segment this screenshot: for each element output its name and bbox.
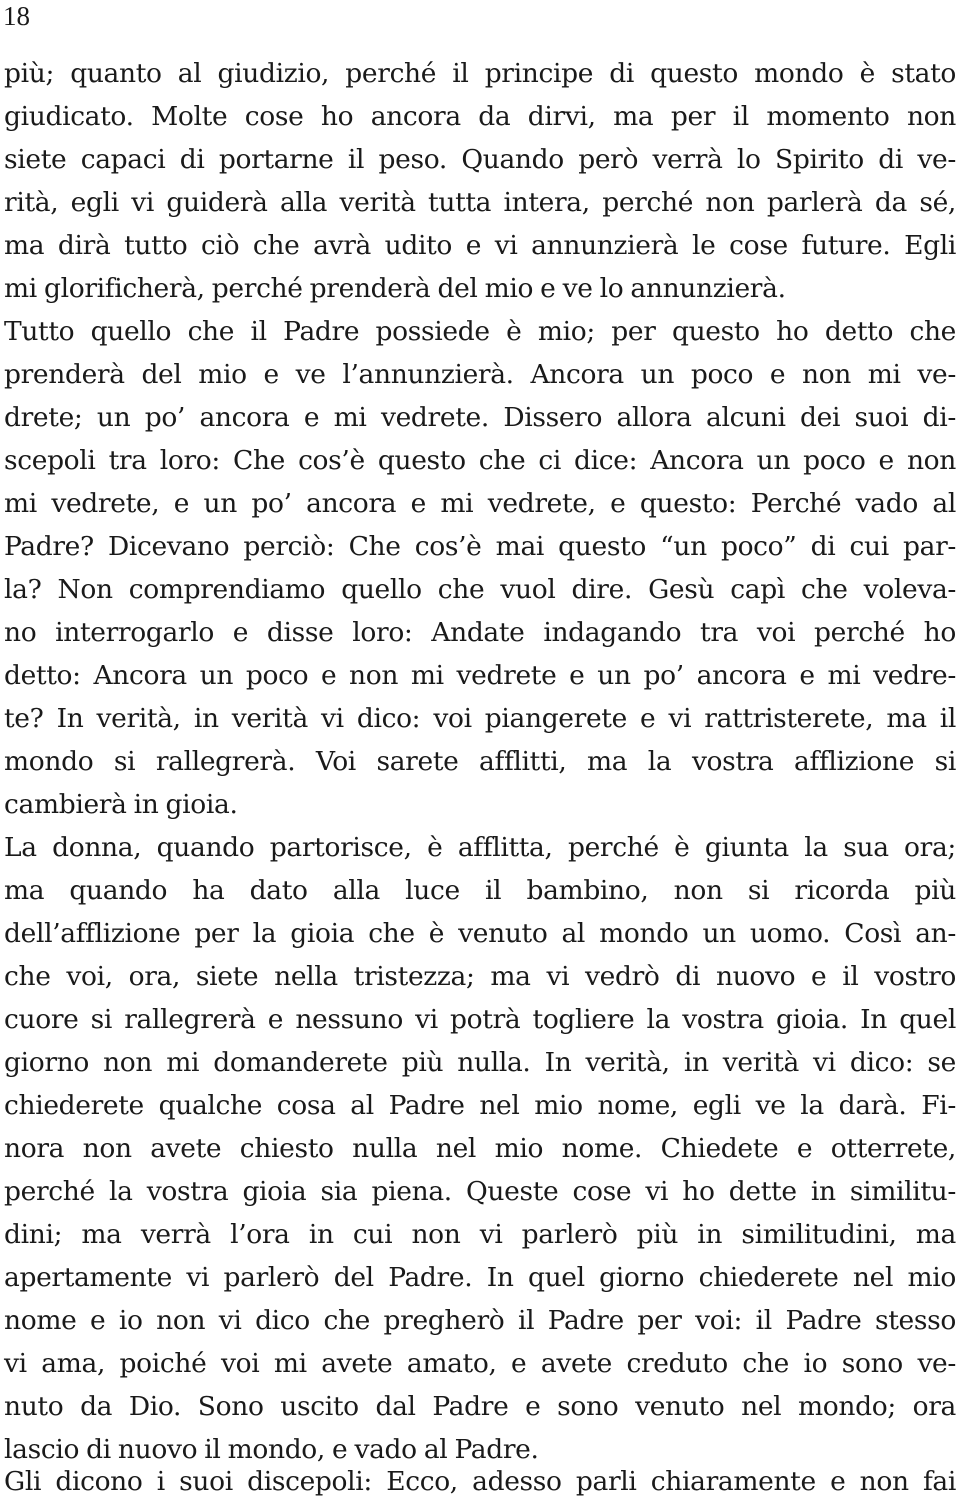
- text-line: Padre? Dicevano perciò: Che cos’è mai questo “un poco” di cui par-: [4, 531, 956, 562]
- text-line: mondo si rallegrerà. Voi sarete afflitti, ma la vostra afflizione si: [4, 746, 956, 777]
- text-line: ma dirà tutto ciò che avrà udito e vi annunzierà le cose future. Egli: [4, 230, 956, 261]
- text-line: nome e io non vi dico che pregherò il Padre per voi: il Padre stesso: [4, 1305, 956, 1336]
- text-line: vi ama, poiché voi mi avete amato, e avete creduto che io sono ve-: [4, 1348, 956, 1379]
- text-line: te? In verità, in verità vi dico: voi piangerete e vi rattristerete, ma il: [4, 703, 956, 734]
- text-line: apertamente vi parlerò del Padre. In quel giorno chiederete nel mio: [4, 1262, 956, 1293]
- text-line: detto: Ancora un poco e non mi vedrete e un po’ ancora e mi vedre-: [4, 660, 956, 691]
- text-line: rità, egli vi guiderà alla verità tutta intera, perché non parlerà da sé,: [4, 187, 956, 218]
- text-line: nora non avete chiesto nulla nel mio nome. Chiedete e otterrete,: [4, 1133, 956, 1164]
- text-line: lascio di nuovo il mondo, e vado al Padre.: [4, 1434, 539, 1465]
- text-line: giudicato. Molte cose ho ancora da dirvi, ma per il momento non: [4, 101, 956, 132]
- text-line: più; quanto al giudizio, perché il principe di questo mondo è stato: [4, 58, 956, 89]
- page-number: 18: [3, 1, 30, 31]
- text-line: prenderà del mio e ve l’annunzierà. Ancora un poco e non mi ve-: [4, 359, 956, 390]
- text-line: perché la vostra gioia sia piena. Queste cose vi ho dette in similitu-: [4, 1176, 956, 1207]
- text-line: che voi, ora, siete nella tristezza; ma vi vedrò di nuovo e il vostro: [4, 961, 956, 992]
- text-line: cambierà in gioia.: [4, 789, 238, 820]
- text-line: siete capaci di portarne il peso. Quando però verrà lo Spirito di ve-: [4, 144, 956, 175]
- text-line: cuore si rallegrerà e nessuno vi potrà togliere la vostra gioia. In quel: [4, 1004, 956, 1035]
- text-line: ma quando ha dato alla luce il bambino, non si ricorda più: [4, 875, 956, 906]
- text-line: giorno non mi domanderete più nulla. In verità, in verità vi dico: se: [4, 1047, 956, 1078]
- text-line: La donna, quando partorisce, è afflitta, perché è giunta la sua ora;: [4, 832, 956, 863]
- text-line: mi vedrete, e un po’ ancora e mi vedrete, e questo: Perché vado al: [4, 488, 956, 519]
- text-line: mi glorificherà, perché prenderà del mio e ve lo annunzierà.: [4, 273, 786, 304]
- text-line: drete; un po’ ancora e mi vedrete. Dissero allora alcuni dei suoi di-: [4, 402, 956, 433]
- text-line: no interrogarlo e disse loro: Andate indagando tra voi perché ho: [4, 617, 956, 648]
- text-line: Gli dicono i suoi discepoli: Ecco, adesso parli chiaramente e non fai: [4, 1466, 956, 1497]
- text-line: dell’afflizione per la gioia che è venuto al mondo un uomo. Così an-: [4, 918, 956, 949]
- text-line: nuto da Dio. Sono uscito dal Padre e sono venuto nel mondo; ora: [4, 1391, 956, 1422]
- text-line: Tutto quello che il Padre possiede è mio; per questo ho detto che: [4, 316, 956, 347]
- text-line: la? Non comprendiamo quello che vuol dire. Gesù capì che voleva-: [4, 574, 956, 605]
- text-line: scepoli tra loro: Che cos’è questo che ci dice: Ancora un poco e non: [4, 445, 956, 476]
- text-line: dini; ma verrà l’ora in cui non vi parlerò più in similitudini, ma: [4, 1219, 956, 1250]
- text-line: chiederete qualche cosa al Padre nel mio nome, egli ve la darà. Fi-: [4, 1090, 956, 1121]
